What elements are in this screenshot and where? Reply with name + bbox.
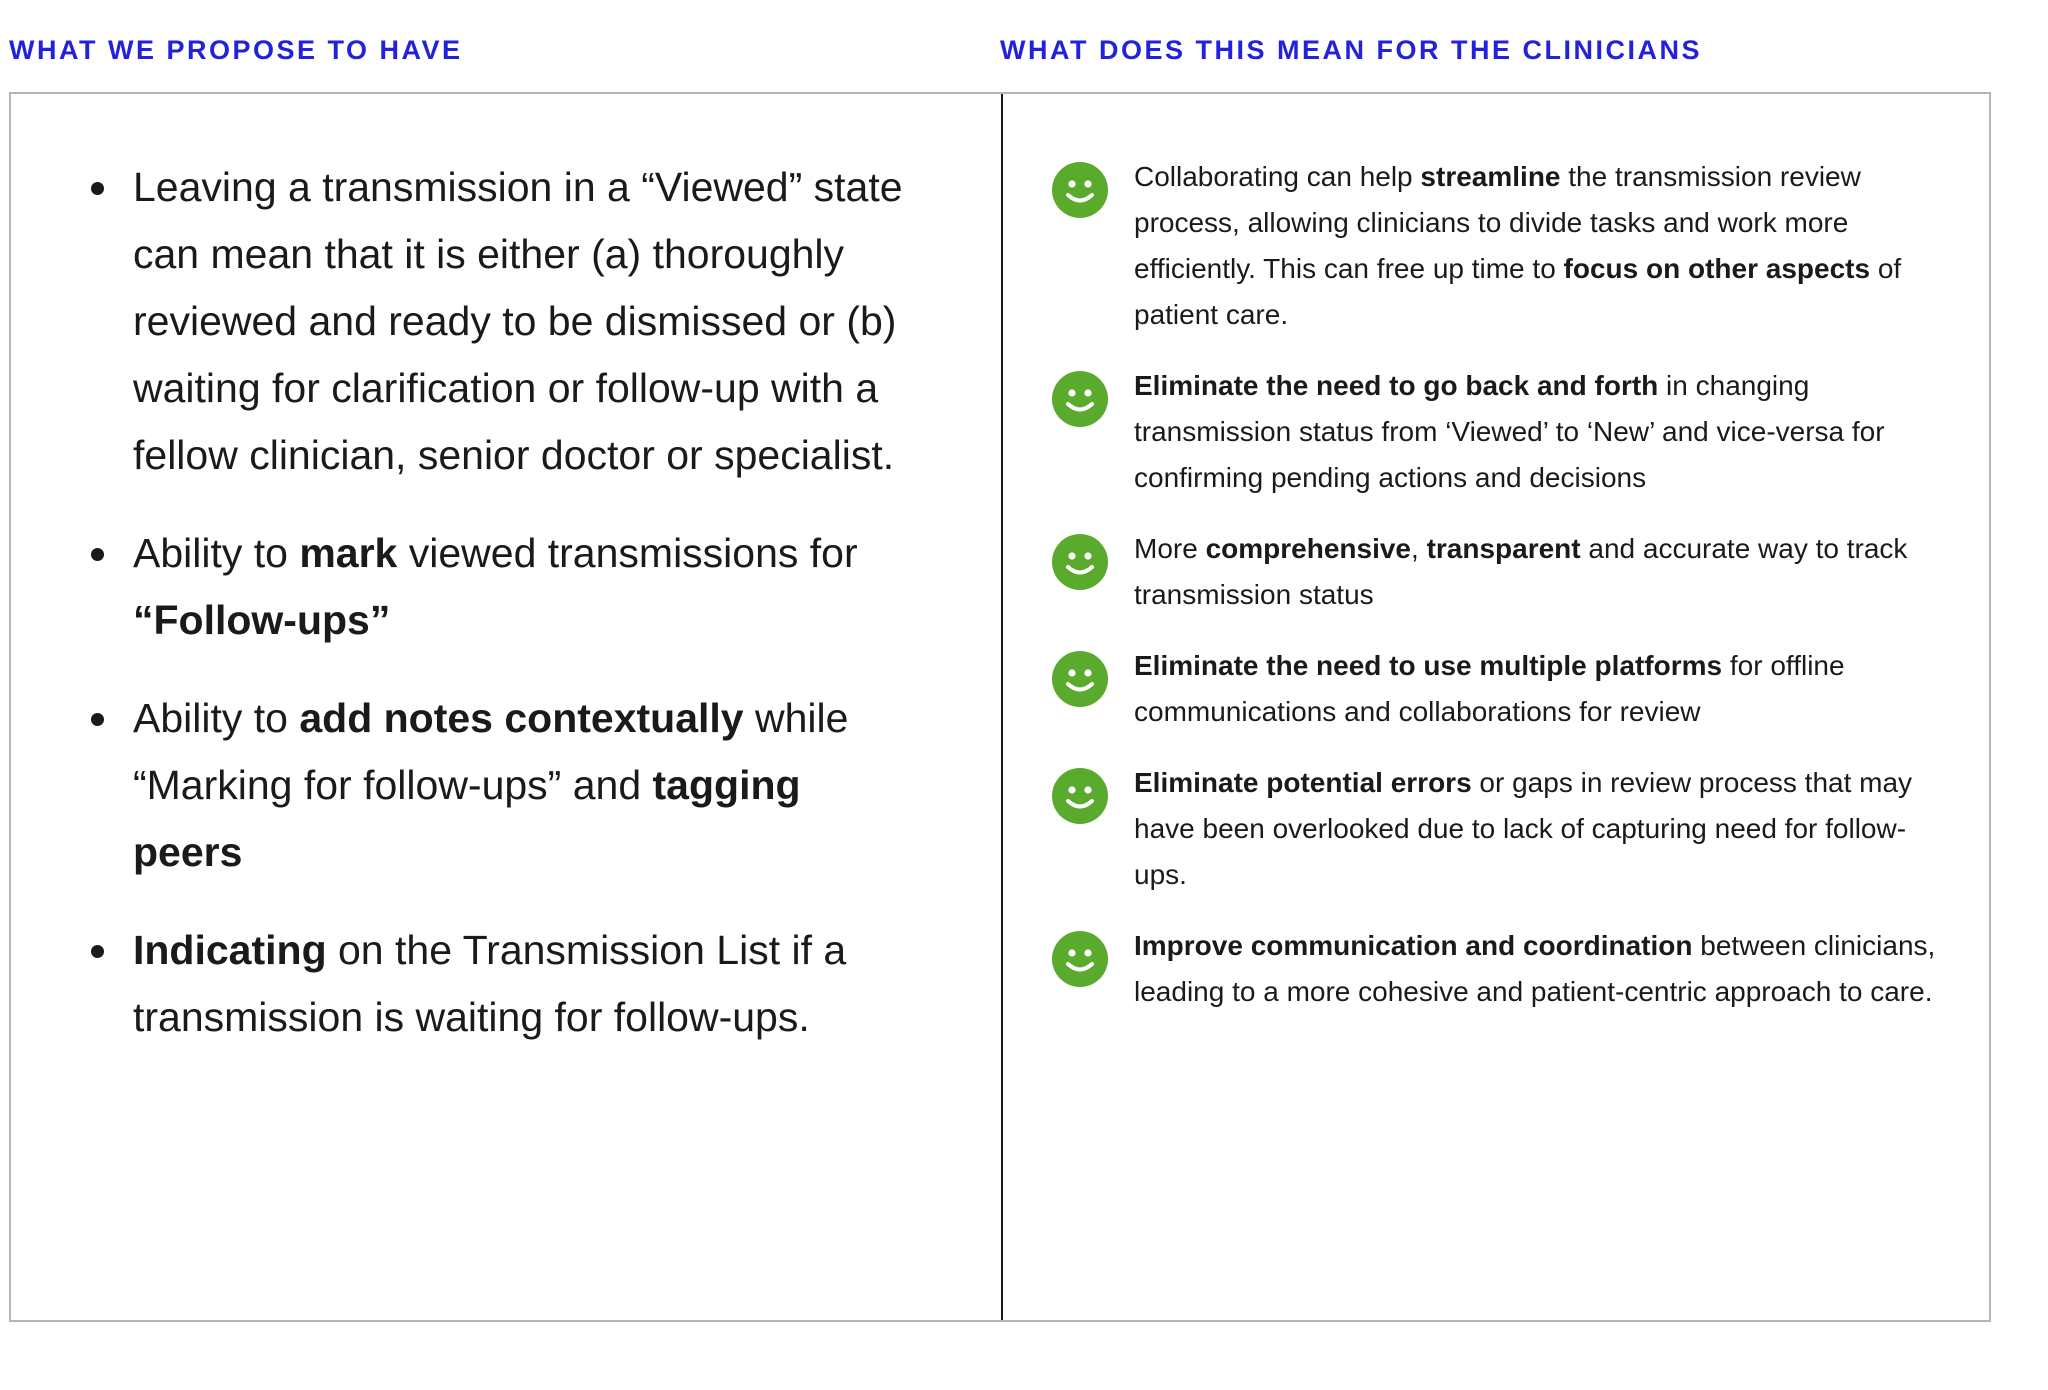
proposal-item (91, 685, 911, 886)
body-text: for offline communications and collaborations for review (1134, 650, 1845, 727)
emphasis-text: tagging peers (133, 762, 801, 875)
body-text: or gaps in review process that may have been overlooked due to lack of capturing need for follow-ups. (1134, 767, 1913, 890)
body-text: of patient care. (1134, 253, 1902, 330)
benefit-item (1052, 154, 1952, 338)
proposal-item (91, 154, 911, 489)
benefit-item (1052, 526, 1952, 618)
body-text: More (1134, 533, 1206, 564)
emphasis-text: Indicating (133, 927, 327, 973)
body-text: Ability to (133, 695, 300, 741)
body-text: viewed transmissions for (397, 530, 858, 576)
clinician-impact-heading: WHAT DOES THIS MEAN FOR THE CLINICIANS (1000, 35, 1702, 65)
benefit-item (1052, 760, 1952, 898)
emphasis-text: Eliminate potential errors (1134, 767, 1472, 798)
benefit-item (1052, 643, 1952, 735)
emphasis-text: mark (299, 530, 398, 576)
body-text: and accurate way to track transmission status (1134, 533, 1908, 610)
emphasis-text: focus on other aspects (1563, 253, 1871, 284)
emphasis-text: Eliminate the need to use multiple platforms (1134, 650, 1723, 681)
body-text: the transmission review process, allowing clinicians to divide tasks and work more efficiently. This can free up time to (1134, 161, 1861, 284)
emphasis-text: Improve communication and coordination (1134, 930, 1693, 961)
body-text: Ability to (133, 530, 300, 576)
smiley-icon (1052, 768, 1108, 824)
emphasis-text: “Follow-ups” (133, 597, 391, 643)
proposal-item (91, 520, 911, 654)
proposal-heading: WHAT WE PROPOSE TO HAVE (9, 35, 463, 65)
body-text: , (1411, 533, 1427, 564)
proposal-item (91, 917, 911, 1051)
emphasis-text: streamline (1420, 161, 1561, 192)
emphasis-text: Eliminate the need to go back and forth (1134, 370, 1659, 401)
benefit-list (1052, 154, 1952, 1040)
smiley-icon (1052, 931, 1108, 987)
emphasis-text: transparent (1426, 533, 1581, 564)
smiley-icon (1052, 371, 1108, 427)
body-text: between clinicians, leading to a more cohesive and patient-centric approach to care. (1134, 930, 1936, 1007)
benefit-item (1052, 923, 1952, 1015)
emphasis-text: comprehensive (1205, 533, 1411, 564)
emphasis-text: add notes contextually (299, 695, 744, 741)
smiley-icon (1052, 651, 1108, 707)
body-text: while “Marking for follow-ups” and (133, 695, 849, 808)
body-text: in changing transmission status from ‘Viewed’ to ‘New’ and vice-versa for confirming pending actions and decisions (1134, 370, 1885, 493)
benefit-item (1052, 363, 1952, 501)
proposal-list (91, 154, 911, 1082)
smiley-icon (1052, 162, 1108, 218)
body-text: on the Transmission List if a transmission is waiting for follow-ups. (133, 927, 847, 1040)
body-text: Leaving a transmission in a “Viewed” state can mean that it is either (a) thoroughly reviewed and ready to be dismissed or (b) waiting for clarification or follow-up with a fellow clinician, senior doctor or specialist. (133, 164, 903, 478)
body-text: Collaborating can help (1134, 161, 1421, 192)
smiley-icon (1052, 534, 1108, 590)
column-divider (1001, 94, 1003, 1320)
comparison-panel (9, 92, 1991, 1322)
